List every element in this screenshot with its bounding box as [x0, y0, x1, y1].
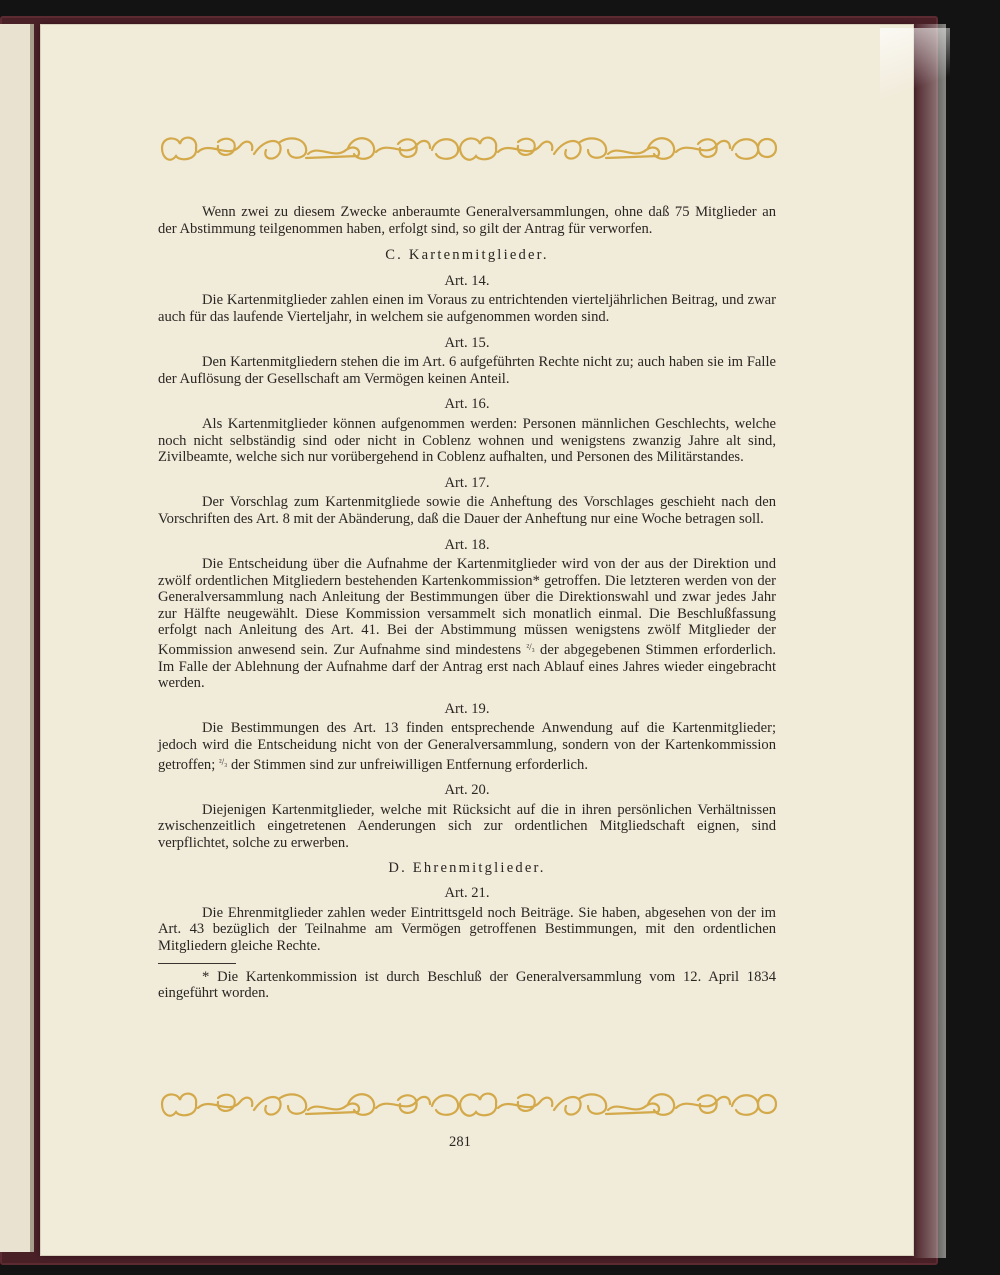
footnote: * Die Kartenkommission ist durch Beschluß der Generalversammlung vom 12. April 1834 eingeführt worden.	[158, 968, 776, 1002]
art-17-heading: Art. 17.	[444, 474, 490, 491]
fraction-two-thirds: ²/₃	[218, 756, 228, 767]
art-18-text-b: der abgegebenen Stimmen erforderlich. Im Falle der Ablehnung der Aufnahme darf der Antrag erst nach Ablauf eines Jahres wieder eingebracht werden.	[158, 642, 777, 692]
art-19-text	[158, 720, 776, 773]
art-21-text: Die Ehrenmitglieder zahlen weder Eintrittsgeld noch Beiträge. Sie haben, abgesehen von der im Art. 43 bezüglich der Teilnahme am Vermögen getroffenen Bestimmungen, mit den ordentlichen Mitgliedern gleiche Rechte.	[158, 904, 776, 954]
sleeve-reflection	[880, 28, 950, 108]
art-18-text	[158, 556, 776, 692]
intro-paragraph: Wenn zwei zu diesem Zwecke anberaumte Generalversammlungen, ohne daß 75 Mitglieder an der Abstimmung teilgenommen haben, erfolgt sind, so gilt der Antrag für verworfen.	[158, 204, 776, 237]
section-d-title: D. Ehrenmitglieder.	[388, 859, 546, 876]
art-16-heading: Art. 16.	[444, 396, 490, 413]
footnote-rule	[158, 963, 236, 964]
art-17-text: Der Vorschlag zum Kartenmitgliede sowie die Anheftung des Vorschlages geschieht nach den Vorschriften des Art. 8 mit der Abänderung, daß die Dauer der Anheftung nur eine Woche betragen soll.	[158, 494, 776, 527]
art-18-heading: Art. 18.	[444, 536, 490, 553]
fraction-two-thirds: ²/₃	[526, 642, 535, 653]
art-15-text: Den Kartenmitgliedern stehen die im Art. 6 aufgeführten Rechte nicht zu; auch haben sie im Falle der Auflösung der Gesellschaft am Vermögen keinen Anteil.	[158, 354, 776, 387]
art-18-text-a: Die Entscheidung über die Aufnahme der Kartenmitglieder wird von der aus der Direktion und zwölf ordentlichen Mitgliedern bestehenden Kartenkommission* getroffen. Die letzteren werden von der Generalversammlung nach Anleitung der Bestimmungen über die Direktionswahl und zwar jedes Jahr zur Hälfte neugewählt. Diese Kommission versammelt sich monatlich einmal. Die Beschlußfassung erfolgt nach Anleitung des Art. 41. Bei der Abstimmung müssen wenigstens zwölf Mitglieder der Kommission anwesend sein. Zur Aufnahme sind mindestens	[158, 556, 776, 659]
page-number: 281	[449, 1134, 471, 1150]
art-14-text: Die Kartenmitglieder zahlen einen im Voraus zu entrichtenden vierteljährlichen Beitrag, und zwar auch für das laufende Vierteljahr, in welchem sie aufgenommen worden sind.	[158, 292, 776, 325]
art-15-heading: Art. 15.	[444, 334, 490, 351]
page-text	[158, 204, 776, 1002]
section-c-title: C. Kartenmitglieder.	[385, 247, 549, 264]
art-20-heading: Art. 20.	[444, 782, 490, 799]
art-21-heading: Art. 21.	[444, 885, 490, 902]
art-14-heading: Art. 14.	[444, 272, 490, 289]
protective-sleeve	[912, 24, 946, 1258]
top-ornament-border	[158, 130, 780, 166]
bottom-ornament-border	[158, 1086, 780, 1122]
art-19-heading: Art. 19.	[444, 700, 490, 717]
left-page-edge	[0, 24, 33, 1252]
gutter	[30, 24, 34, 1252]
art-20-text: Diejenigen Kartenmitglieder, welche mit Rücksicht auf die in ihren persönlichen Verhältnissen zwischenzeitlich eingetretenen Aenderungen sich zur ordentlichen Mitgliedschaft eignen, sind verpflichtet, solche zu erwerben.	[158, 801, 776, 851]
art-19-text-a: Die Bestimmungen des Art. 13 finden entsprechende Anwendung auf die Kartenmitglieder; jedoch wird die Entscheidung nicht von der Generalversammlung, sondern von der Kartenkommission getroffen;	[158, 720, 776, 773]
art-19-text-b: der Stimmen sind zur unfreiwilligen Entfernung erforderlich.	[230, 756, 588, 773]
art-16-text: Als Kartenmitglieder können aufgenommen werden: Personen männlichen Geschlechts, welche noch nicht selbständig sind oder nicht in Coblenz wohnen und wenigstens zwanzig Jahre alt sind, Zivilbeamte, welche sich nur vorübergehend in Coblenz aufhalten, und Personen des Militärstandes.	[158, 415, 776, 466]
